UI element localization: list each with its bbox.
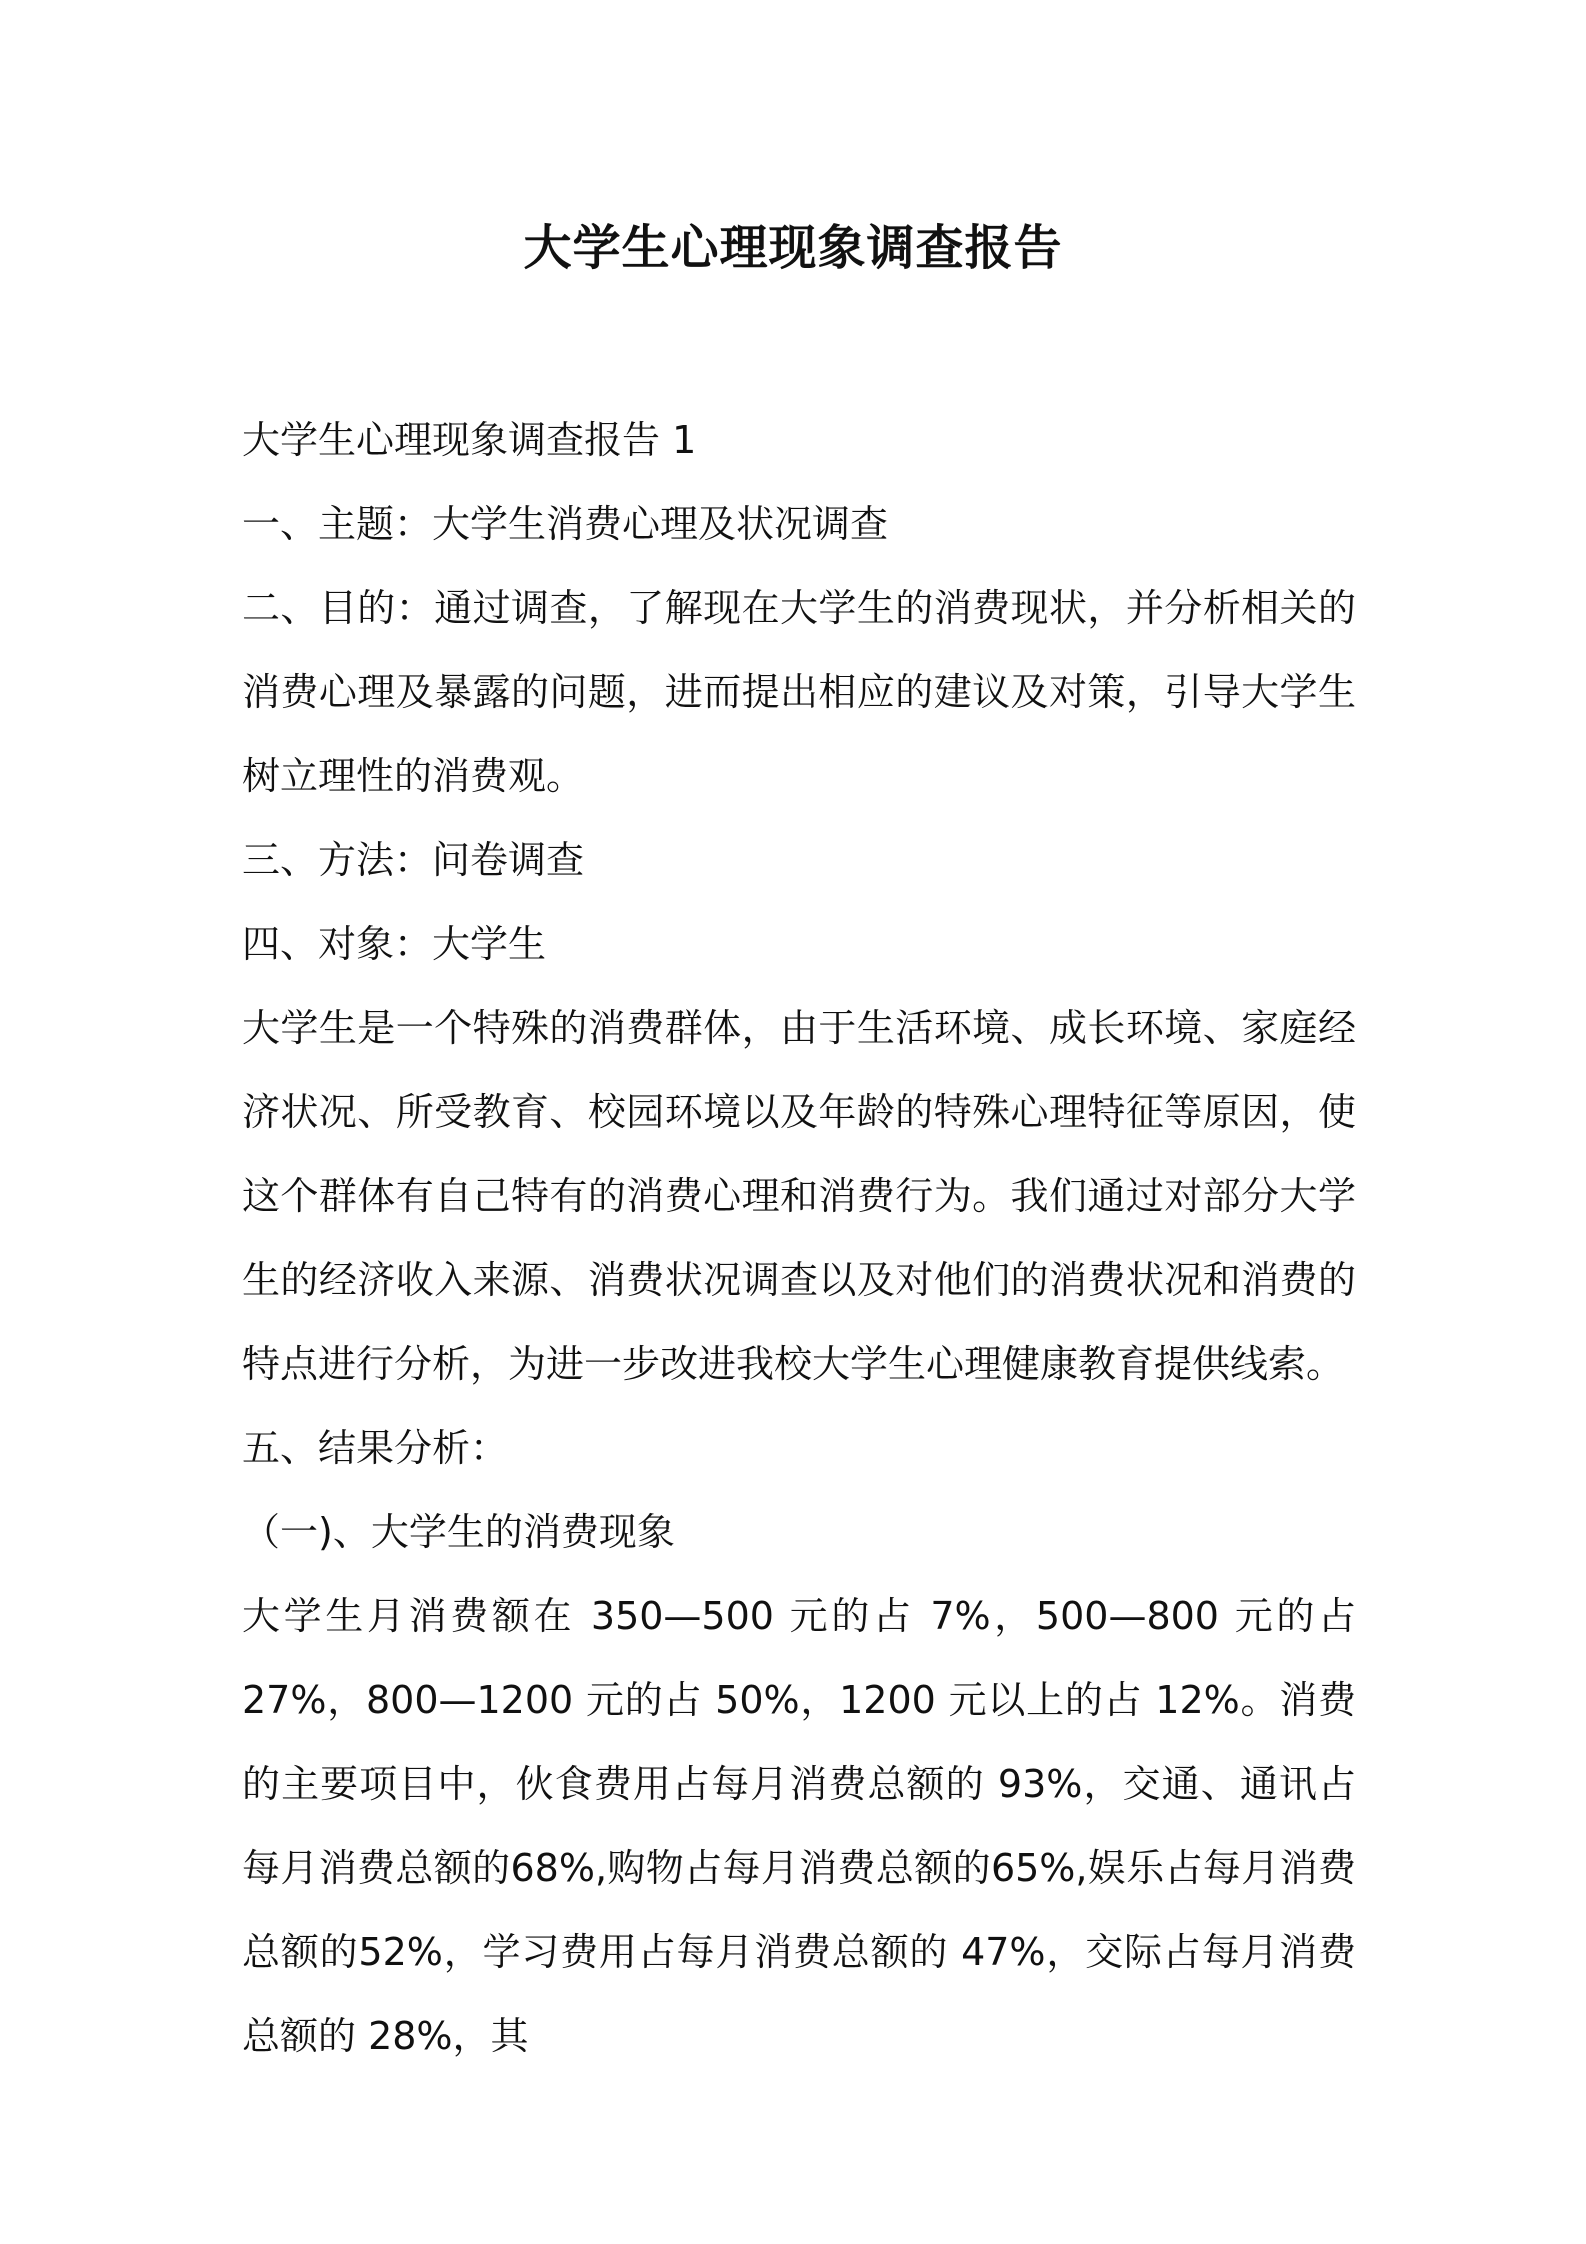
document-body (242, 398, 1356, 2078)
section-method: 三、方法：问卷调查 (242, 838, 585, 882)
document-title: 大学生心理现象调查报告 (523, 220, 1063, 276)
section-topic: 一、主题：大学生消费心理及状况调查 (242, 502, 889, 546)
subsection-consumption: （一)、大学生的消费现象 (242, 1510, 675, 1554)
section-purpose: 二、目的：通过调查，了解现在大学生的消费现状，并分析相关的消费心理及暴露的问题，进而提出相应的建议及对策，引导大学生树立理性的消费观。 (242, 586, 1356, 798)
section-subject: 四、对象：大学生 (242, 922, 547, 966)
section-results: 五、结果分析： (242, 1426, 509, 1470)
consumption-paragraph: 大学生月消费额在 350—500 元的占 7%，500—800 元的占 27%，800—1200 元的占 50%，1200 元以上的占 12%。消费的主要项目中，伙食费用占每月消费总额的 93%，交通、通讯占每月消费总额的68%,购物占每月消费总额的65%,娱乐占每月消费总额的52%，学习费用占每月消费总额的 47%，交际占每月消费总额的 28%，其 (242, 1594, 1356, 2058)
report-subtitle: 大学生心理现象调查报告 1 (242, 418, 697, 462)
intro-paragraph: 大学生是一个特殊的消费群体，由于生活环境、成长环境、家庭经济状况、所受教育、校园环境以及年龄的特殊心理特征等原因，使这个群体有自己特有的消费心理和消费行为。我们通过对部分大学生的经济收入来源、消费状况调查以及对他们的消费状况和消费的特点进行分析，为进一步改进我校大学生心理健康教育提供线索。 (242, 1006, 1356, 1386)
